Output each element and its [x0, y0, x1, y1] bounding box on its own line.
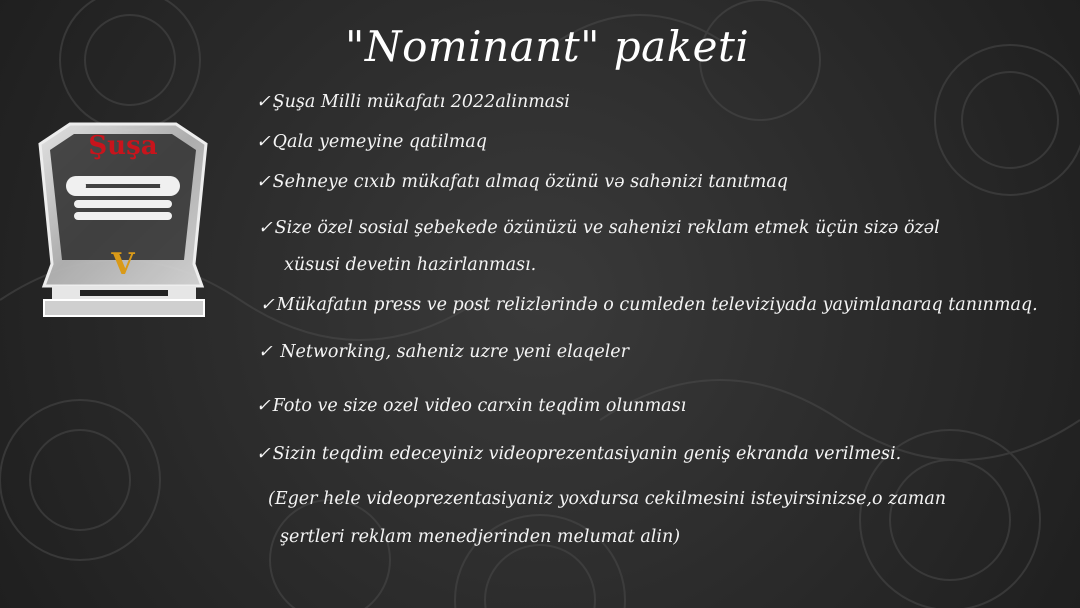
page-title: "Nominant" paketi [345, 22, 750, 71]
benefit-item: ✓ Sizin teqdim edeceyiniz videoprezentasiyanin geniş ekranda verilmesi. [256, 444, 902, 464]
check-icon: ✓ [256, 396, 271, 416]
benefit-item: ✓ Size özel sosial şebekede özünüzü ve sahenizi reklam etmek üçün sizə özəl [258, 218, 940, 238]
benefit-item: ✓ Networking, saheniz uzre yeni elaqeler [258, 342, 630, 362]
check-icon: ✓ [256, 92, 271, 112]
check-icon: ✓ [258, 342, 273, 362]
benefit-item: ✓ Şuşa Milli mükafatı 2022alinmasi [256, 92, 570, 112]
trophy-brand-text: Şuşa [88, 131, 158, 161]
benefit-item: ✓ Mükafatın press ve post relizlərində o cumleden televiziyada yayimlanaraq tanınmaq. [260, 295, 1038, 315]
benefit-item: ✓ Foto ve size ozel video carxin teqdim olunması [256, 396, 687, 416]
trophy-symbol: V [111, 247, 135, 282]
benefit-item: ✓ Qala yemeyine qatilmaq [256, 132, 488, 152]
check-icon: ✓ [258, 218, 273, 238]
benefit-item-continuation: xüsusi devetin hazirlanması. [284, 255, 537, 275]
check-icon: ✓ [260, 295, 275, 315]
check-icon: ✓ [256, 132, 271, 152]
check-icon: ✓ [256, 172, 271, 192]
check-icon: ✓ [256, 444, 271, 464]
benefit-note-continuation: şertleri reklam menedjerinden melumat alin) [280, 527, 681, 547]
benefit-note: (Eger hele videoprezentasiyaniz yoxdursa cekilmesini isteyirsinizse,o zaman [268, 489, 947, 509]
susa-award-trophy-image [34, 114, 212, 330]
benefit-item: ✓ Sehneye cıxıb mükafatı almaq özünü və sahənizi tanıtmaq [256, 172, 788, 192]
